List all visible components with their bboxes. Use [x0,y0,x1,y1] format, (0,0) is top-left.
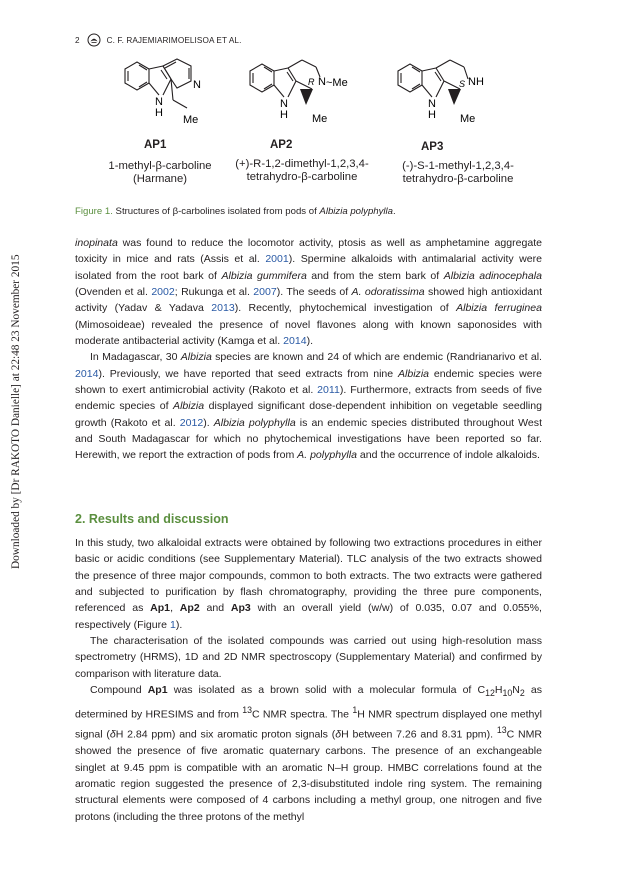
molecule-ap2-structure [240,55,380,135]
figure-caption: Figure 1. Structures of β-carbolines isolated from pods of Albizia polyphylla. [75,206,396,217]
text-run: and from the stem bark of [306,269,444,282]
text-run: Albizia [397,367,430,380]
text-run: A. polyphylla [297,449,357,462]
text-run: Albizia ferruginea [456,302,543,315]
text-run: was found to reduce the locomotor activity, ptosis as well as amphetamine aggregate toxicity in mice and rats (Assis et al. [75,237,542,266]
ap2-n1: N [280,98,288,110]
molecule-ap3-structure [390,55,530,135]
text-run: as determined by HRESIMS and from [75,684,542,721]
text-run: , [170,602,180,615]
ap3-nh: NH [468,76,484,88]
text-run: A. odoratissima [351,286,425,299]
ap2-me: Me [312,113,328,125]
ap3-me: Me [460,113,476,125]
text-run: and [199,602,231,615]
ap1-h1: H [155,107,163,119]
text-run: 10 [502,688,513,699]
text-run: In Madagascar, 30 [90,351,181,364]
ap1-n1: N [155,96,163,108]
section-heading: 2. Results and discussion [75,512,229,526]
text-run: Albizia polyphylla [213,416,296,429]
text-run: 13 [496,725,507,736]
ap1-n2: N [193,79,201,91]
figure-caption-label: Figure 1. [75,206,113,217]
text-run: δ [109,728,116,741]
text-run: In this study, two alkaloidal extracts were obtained by following two extractions procedures in either basic or acidic conditions (see Supplementary Material). TLC analysis of the two extracts showed the presence of three major compounds, common to both extracts. The two extracts were gathered and subjected to purification by flash chromatography, providing the three pure components, referenced as [75,537,542,615]
molecule-ap1-structure [105,55,225,135]
text-run: inopinata [75,237,118,249]
citation-link[interactable]: 2007 [253,286,277,299]
molecule-ap2-name: (+)-R-1,2-dimethyl-1,2,3,4- tetrahydro-β-carboline [235,158,369,183]
ap2-stereo-r: R [308,77,315,87]
text-run: 12 [485,688,495,699]
results-text [75,535,542,825]
text-run: displayed significant dose-dependent inhibition on vegetable seedling growth (Rakoto et al. [75,400,542,429]
text-run: Compound [90,684,148,697]
molecule-ap1-name: 1-methyl-β-carboline (Harmane) [108,160,212,185]
text-run: Albizia adinocephala [443,269,542,282]
text-run: Albizia [180,351,212,364]
text-run: Albizia [173,400,205,413]
text-run: ). [203,416,214,429]
text-run: ). Spermine alkaloids with antimalarial activity were isolated from the root bark of [75,253,543,282]
citation-link[interactable]: 2002 [151,286,175,299]
text-run: H NMR spectrum displayed one methyl signal ( [75,708,542,741]
molecule-ap3-code: AP3 [421,141,444,153]
ap2-h1: H [280,109,288,121]
paragraph-extraction [75,535,542,633]
page-number: 2 [75,35,80,45]
text-run: species are known and 24 of which are endemic (Randrianarivo et al. [211,351,542,364]
text-run: H [494,684,503,697]
ap3-n1: N [428,98,436,110]
text-run: was isolated as a brown solid with a molecular formula of C [167,684,486,697]
figure-1 [95,55,535,205]
paragraph-inopinata [75,235,542,349]
text-run: (Ovenden et al. [75,286,152,299]
citation-link[interactable]: 2012 [179,416,204,429]
text-run: Ap3 [230,602,251,615]
text-run: ). Recently, phytochemical investigation of [234,302,457,315]
molecule-ap3-name: (-)-S-1-methyl-1,2,3,4- tetrahydro-β-carboline [402,160,514,185]
running-head-authors: C. F. RAJEMIARIMOELISOA ET AL. [106,35,242,45]
text-run: (Mimosoideae) revealed the presence of novel flavones along with known saponosides with moderate antibacterial activity (Kamga et al. [75,318,542,348]
text-run: and the occurrence of indole alkaloids. [356,449,540,462]
text-run: C NMR spectra. The [251,708,353,721]
text-run: δ [335,728,342,741]
ap3-stereo-s: S [459,79,466,89]
paragraph-ap1 [75,682,542,825]
citation-link[interactable]: 2011 [317,384,340,397]
text-run: showed high antioxidant activity (Yadav & Yadava [75,286,543,315]
text-run: 13 [242,704,252,715]
ap3-h1: H [428,109,436,121]
text-run: 1 [352,704,358,715]
text-run: H 2.84 ppm) and six aromatic proton signals ( [115,728,336,741]
running-head [75,33,241,47]
paragraph-madagascar [75,349,542,463]
citation-link[interactable]: 2014 [75,367,99,380]
paragraph-characterisation [75,633,542,682]
figure-caption-species: Albizia polyphylla [319,206,394,217]
text-run: ). The seeds of [276,286,352,299]
molecule-ap1-code: AP1 [144,139,167,151]
text-run: ). [306,335,314,348]
citation-link[interactable]: 1 [169,618,176,631]
publisher-logo-icon [87,33,101,47]
text-run: ; Rukunga et al. [174,286,254,299]
text-run: ). [175,618,183,631]
text-run: Ap1 [147,684,168,697]
citation-link[interactable]: 2013 [211,302,235,315]
text-run: C NMR showed the presence of five aromatic quaternary carbons. The presence of an exchangeable singlet at 9.45 ppm is compatible with an aromatic N–H group. HMBC correlations found at the aromatic region suggested the presence of 2,3-disubstituted indole ring system. The remaining structural elements were composed of 4 carbons including a methyl group, one nitrogen and five protons (including the three protons of the methyl [75,728,542,823]
text-run: Ap1 [150,602,171,615]
figure-caption-text: Structures of β-carbolines isolated from pods of [112,206,320,217]
text-run: endemic species were shown to exert antimicrobial activity (Rakoto et al. [75,367,542,397]
citation-link[interactable]: 2014 [283,335,307,348]
intro-text [75,235,542,464]
text-run: is an endemic species distributed throughout West and South Madagascar for which no phytochemical investigations have been reported so far. Herewith, we report the extraction of pods from [75,416,542,462]
download-note: Downloaded by [Dr RAKOTO Danielle] at 22:48 23 November 2015 [10,254,22,569]
text-run: ). Previously, we have reported that seed extracts from nine [98,367,398,380]
molecule-ap2-code: AP2 [270,139,293,151]
text-run: H between 7.26 and 8.31 ppm). [341,728,497,741]
ap2-n2: N [318,76,326,88]
text-run: Ap2 [179,602,200,615]
ap2-me-n: ~Me [326,77,348,89]
text-run: with an overall yield (w/w) of 0.035, 0.07 and 0.055%, respectively (Figure [75,602,542,631]
text-run: Albizia gummifera [221,269,307,282]
text-run: ). Furthermore, extracts from seeds of five endemic species of [75,384,542,413]
text-run: The characterisation of the isolated compounds was carried out using high-resolution mass spectrometry (HRMS), 1D and 2D NMR spectroscopy (Supplementary Material) and confirmed by comparison with literature data. [75,635,542,680]
ap1-me: Me [183,114,199,126]
text-run: N [512,684,520,697]
text-run: 2 [519,688,525,699]
citation-link[interactable]: 2001 [265,253,289,266]
